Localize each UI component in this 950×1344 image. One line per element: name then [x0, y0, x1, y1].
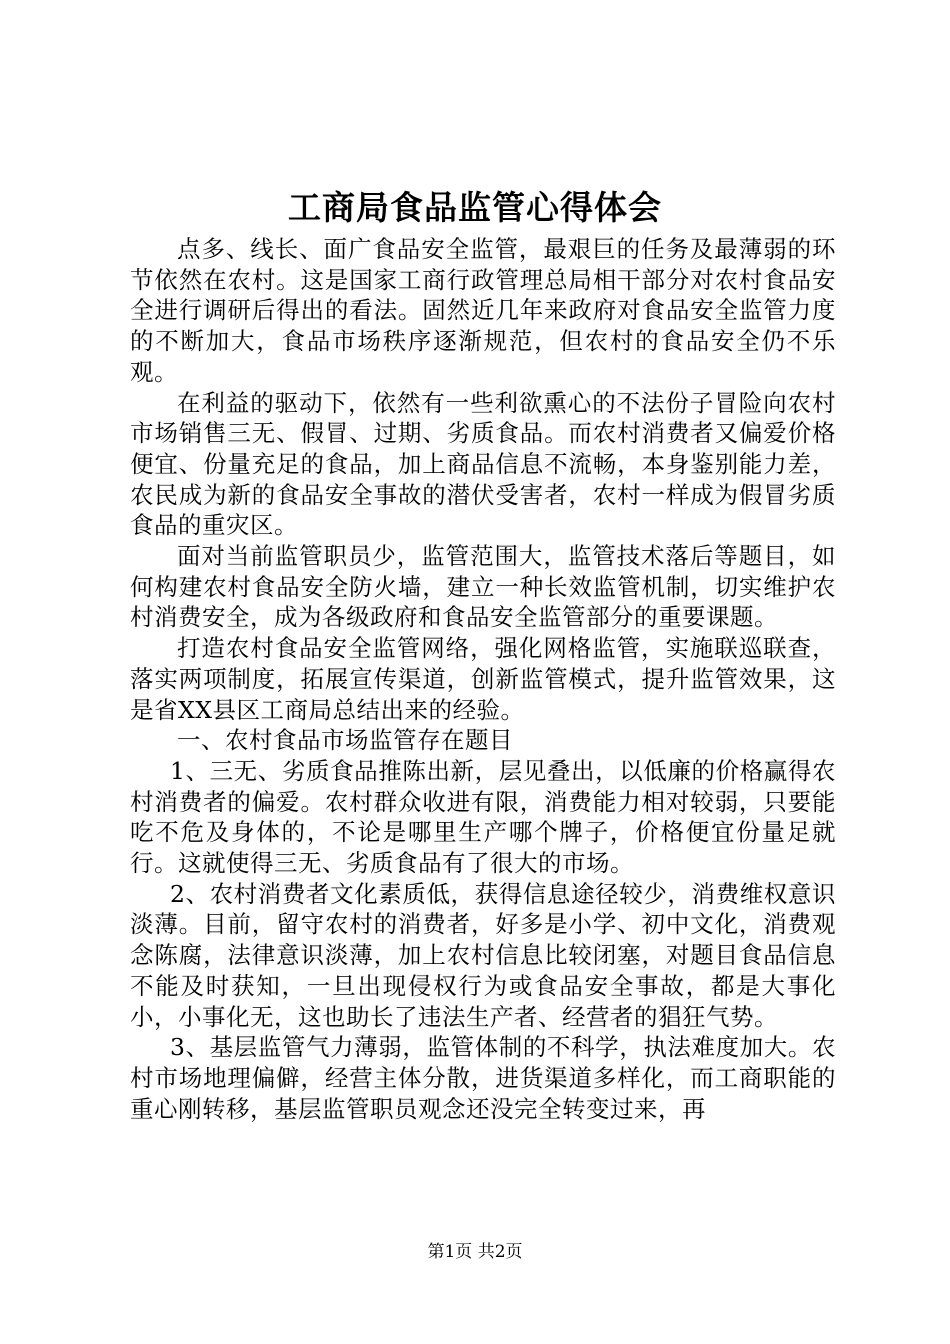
- paragraph-3: 面对当前监管职员少，监管范围大，监管技术落后等题目，如何构建农村食品安全防火墙，建立一种长效监管机制，切实维护农村消费安全，成为各级政府和食品安全监管部分的重要课题。: [130, 542, 836, 632]
- section-heading-1: 一、农村食品市场监管存在题目: [177, 726, 513, 755]
- paragraph-4: 打造农村食品安全监管网络，强化网格监管，实施联巡联查，落实两项制度，拓展宣传渠道，创新监管模式，提升监管效果，这是省XX县区工商局总结出来的经验。: [130, 634, 836, 724]
- list-item-3: 3、基层监管气力薄弱，监管体制的不科学，执法难度加大。农村市场地理偏僻，经营主体分散，进货渠道多样化，而工商职能的重心刚转移，基层监管职员观念还没完全转变过来，再: [130, 1033, 836, 1123]
- list-item-1: 1、三无、劣质食品推陈出新，层见叠出，以低廉的价格赢得农村消费者的偏爱。农村群众收进有限，消费能力相对较弱，只要能吃不危及身体的，不论是哪里生产哪个牌子，价格便宜份量足就行。这就使得三无、劣质食品有了很大的市场。: [130, 756, 836, 878]
- list-item-2: 2、农村消费者文化素质低，获得信息途径较少，消费维权意识淡薄。目前，留守农村的消费者，好多是小学、初中文化，消费观念陈腐，法律意识淡薄，加上农村信息比较闭塞，对题目食品信息不能及时获知，一旦出现侵权行为或食品安全事故，都是大事化小，小事化无，这也助长了违法生产者、经营者的猖狂气势。: [130, 879, 836, 1031]
- paragraph-2: 在利益的驱动下，依然有一些利欲熏心的不法份子冒险向农村市场销售三无、假冒、过期、劣质食品。而农村消费者又偏爱价格便宜、份量充足的食品，加上商品信息不流畅，本身鉴别能力差，农民成为新的食品安全事故的潜伏受害者，农村一样成为假冒劣质食品的重灾区。: [130, 388, 836, 540]
- document-body: [130, 234, 836, 1124]
- page-footer: 第1页 共2页: [427, 1242, 523, 1262]
- paragraph-1: 点多、线长、面广食品安全监管，最艰巨的任务及最薄弱的环节依然在农村。这是国家工商行政管理总局相干部分对农村食品安全进行调研后得出的看法。固然近几年来政府对食品安全监管力度的不断加大，食品市场秩序逐渐规范，但农村的食品安全仍不乐观。: [130, 235, 836, 386]
- document-title: 工商局食品监管心得体会: [288, 188, 662, 227]
